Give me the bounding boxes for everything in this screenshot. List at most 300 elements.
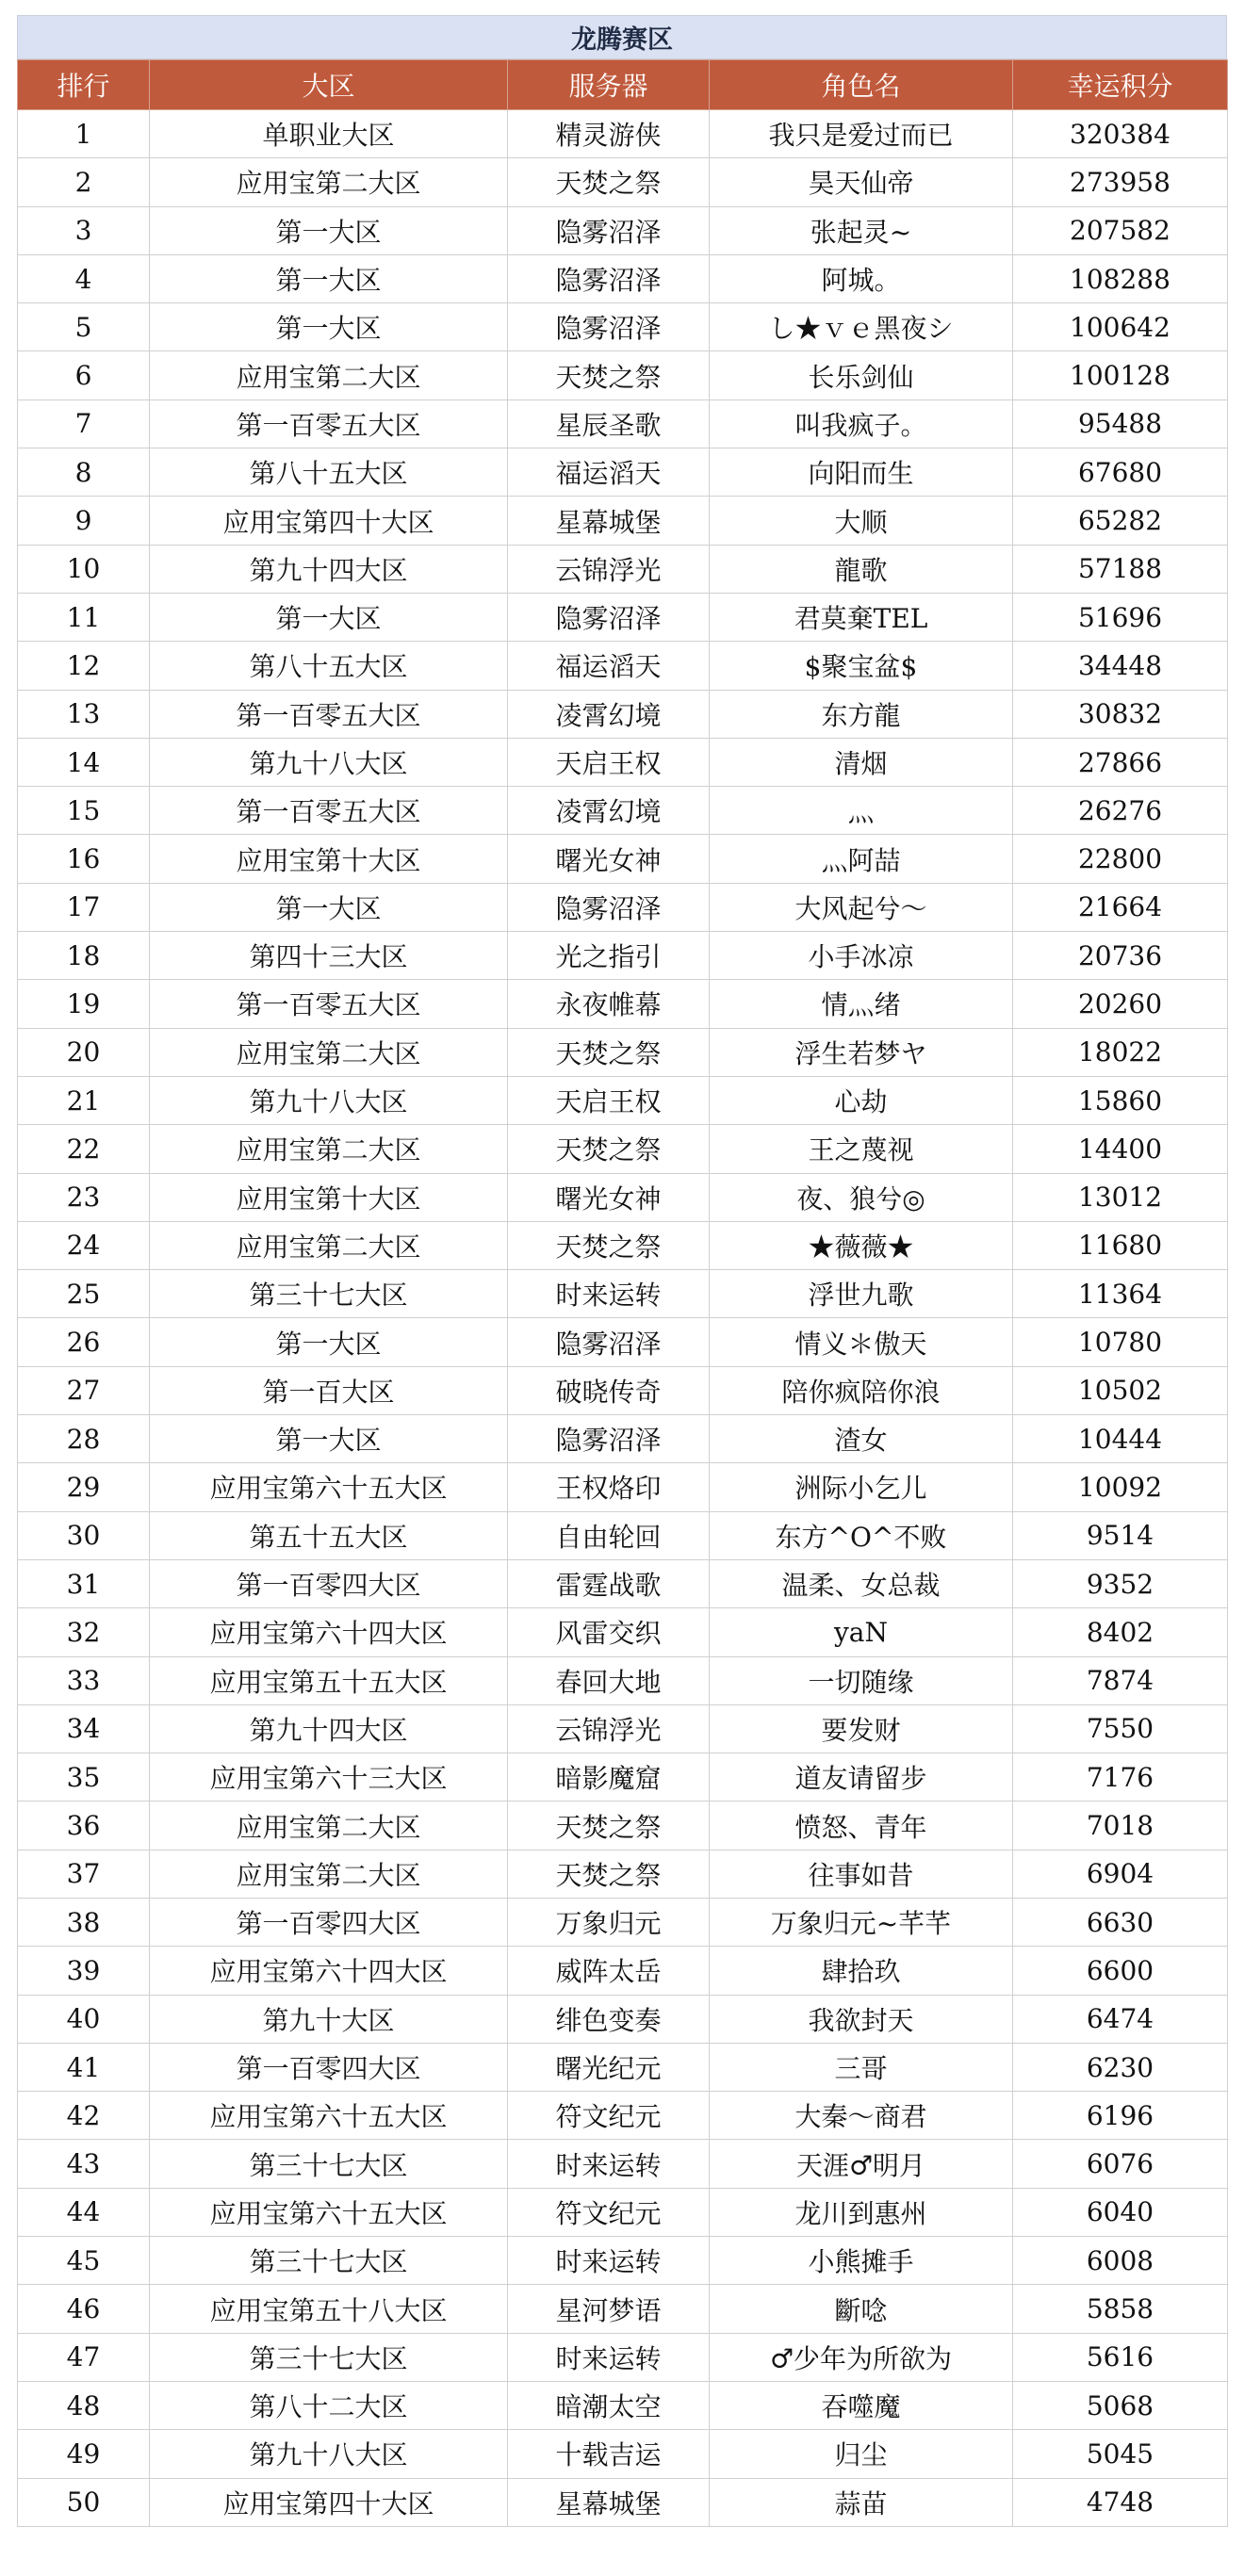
table-row <box>18 593 1228 641</box>
score-cell: 6474 <box>1013 1995 1228 2043</box>
character-cell: 大秦～商君 <box>710 2092 1013 2140</box>
character-cell: 蒜苗 <box>710 2478 1013 2526</box>
rank-cell: 33 <box>18 1656 150 1704</box>
character-cell: 我只是爱过而已 <box>710 110 1013 158</box>
region-cell: 应用宝第六十四大区 <box>150 1608 508 1656</box>
server-cell: 星辰圣歌 <box>508 399 710 448</box>
character-cell: 天涯♂明月 <box>710 2140 1013 2188</box>
table-row <box>18 1995 1228 2043</box>
table-row <box>18 1511 1228 1559</box>
server-cell: 万象归元 <box>508 1898 710 1946</box>
table-row <box>18 980 1228 1028</box>
table-row <box>18 835 1228 883</box>
character-cell: 浮生若梦ヤ <box>710 1028 1013 1076</box>
score-cell: 21664 <box>1013 883 1228 931</box>
table-row <box>18 2237 1228 2285</box>
region-cell: 第一百零四大区 <box>150 1559 508 1607</box>
rank-cell: 30 <box>18 1511 150 1559</box>
rank-cell: 28 <box>18 1415 150 1463</box>
table-row <box>18 158 1228 206</box>
server-cell: 隐雾沼泽 <box>508 254 710 302</box>
score-cell: 6904 <box>1013 1850 1228 1898</box>
rank-cell: 8 <box>18 448 150 497</box>
table-row <box>18 932 1228 980</box>
table-row <box>18 1366 1228 1414</box>
region-cell: 第一百零五大区 <box>150 980 508 1028</box>
character-cell: 大顺 <box>710 497 1013 545</box>
region-cell: 应用宝第六十五大区 <box>150 2092 508 2140</box>
header-rank: 排行 <box>18 60 150 110</box>
region-cell: 第九十四大区 <box>150 1704 508 1753</box>
region-cell: 第三十七大区 <box>150 2140 508 2188</box>
character-cell: 洲际小乞儿 <box>710 1463 1013 1511</box>
table-row <box>18 448 1228 497</box>
server-cell: 凌霄幻境 <box>508 787 710 835</box>
table-row <box>18 642 1228 690</box>
region-cell: 第一大区 <box>150 593 508 641</box>
character-cell: 叫我疯子。 <box>710 399 1013 448</box>
character-cell: 龍歌 <box>710 545 1013 593</box>
region-cell: 第五十五大区 <box>150 1511 508 1559</box>
character-cell: 愤怒、青年 <box>710 1802 1013 1850</box>
server-cell: 云锦浮光 <box>508 545 710 593</box>
character-cell: 小手冰凉 <box>710 932 1013 980</box>
server-cell: 永夜帷幕 <box>508 980 710 1028</box>
character-cell: 小熊摊手 <box>710 2237 1013 2285</box>
region-cell: 第九十八大区 <box>150 2430 508 2478</box>
ranking-table <box>17 59 1228 2527</box>
server-cell: 暗影魔窟 <box>508 1753 710 1802</box>
table-row <box>18 2381 1228 2429</box>
server-cell: 云锦浮光 <box>508 1704 710 1753</box>
character-cell: 道友请留步 <box>710 1753 1013 1802</box>
table-row <box>18 1656 1228 1704</box>
server-cell: 威阵太岳 <box>508 1947 710 1995</box>
region-cell: 第三十七大区 <box>150 1270 508 1318</box>
table-row <box>18 2285 1228 2333</box>
rank-cell: 1 <box>18 110 150 158</box>
score-cell: 9352 <box>1013 1559 1228 1607</box>
region-cell: 第一百零四大区 <box>150 1898 508 1946</box>
region-cell: 应用宝第十大区 <box>150 1173 508 1221</box>
table-row <box>18 1947 1228 1995</box>
character-cell: 我欲封天 <box>710 1995 1013 2043</box>
score-cell: 4748 <box>1013 2478 1228 2526</box>
table-row <box>18 1753 1228 1802</box>
rank-cell: 32 <box>18 1608 150 1656</box>
server-cell: 天焚之祭 <box>508 1221 710 1269</box>
score-cell: 100642 <box>1013 303 1228 351</box>
character-cell: 斷唸 <box>710 2285 1013 2333</box>
region-cell: 第一大区 <box>150 303 508 351</box>
rank-cell: 41 <box>18 2043 150 2091</box>
server-cell: 天焚之祭 <box>508 1802 710 1850</box>
rank-cell: 19 <box>18 980 150 1028</box>
character-cell: 灬 <box>710 787 1013 835</box>
server-cell: 时来运转 <box>508 2140 710 2188</box>
score-cell: 34448 <box>1013 642 1228 690</box>
server-cell: 春回大地 <box>508 1656 710 1704</box>
server-cell: 天启王权 <box>508 1076 710 1124</box>
region-cell: 应用宝第二大区 <box>150 1125 508 1173</box>
rank-cell: 6 <box>18 351 150 399</box>
table-row <box>18 1559 1228 1607</box>
server-cell: 十载吉运 <box>508 2430 710 2478</box>
table-row <box>18 1704 1228 1753</box>
character-cell: 昊天仙帝 <box>710 158 1013 206</box>
table-row <box>18 497 1228 545</box>
rank-cell: 12 <box>18 642 150 690</box>
rank-cell: 7 <box>18 399 150 448</box>
region-cell: 应用宝第二大区 <box>150 158 508 206</box>
character-cell: 吞噬魔 <box>710 2381 1013 2429</box>
rank-cell: 48 <box>18 2381 150 2429</box>
score-cell: 9514 <box>1013 1511 1228 1559</box>
table-row <box>18 1802 1228 1850</box>
score-cell: 11680 <box>1013 1221 1228 1269</box>
table-row <box>18 545 1228 593</box>
server-cell: 雷霆战歌 <box>508 1559 710 1607</box>
character-cell: 三哥 <box>710 2043 1013 2091</box>
character-cell: ♂少年为所欲为 <box>710 2333 1013 2381</box>
score-cell: 10502 <box>1013 1366 1228 1414</box>
score-cell: 7874 <box>1013 1656 1228 1704</box>
table-row <box>18 2333 1228 2381</box>
server-cell: 天焚之祭 <box>508 1125 710 1173</box>
rank-cell: 10 <box>18 545 150 593</box>
rank-cell: 24 <box>18 1221 150 1269</box>
character-cell: ★薇薇★ <box>710 1221 1013 1269</box>
rank-cell: 45 <box>18 2237 150 2285</box>
character-cell: 要发财 <box>710 1704 1013 1753</box>
rank-cell: 34 <box>18 1704 150 1753</box>
region-cell: 第一大区 <box>150 254 508 302</box>
score-cell: 5616 <box>1013 2333 1228 2381</box>
region-cell: 应用宝第五十五大区 <box>150 1656 508 1704</box>
region-cell: 应用宝第六十五大区 <box>150 2188 508 2236</box>
server-cell: 曙光女神 <box>508 835 710 883</box>
region-cell: 应用宝第十大区 <box>150 835 508 883</box>
table-row <box>18 303 1228 351</box>
score-cell: 5045 <box>1013 2430 1228 2478</box>
rank-cell: 16 <box>18 835 150 883</box>
character-cell: 心劫 <box>710 1076 1013 1124</box>
score-cell: 6196 <box>1013 2092 1228 2140</box>
table-row <box>18 2043 1228 2091</box>
region-cell: 第一大区 <box>150 206 508 254</box>
header-server: 服务器 <box>508 60 710 110</box>
score-cell: 14400 <box>1013 1125 1228 1173</box>
region-cell: 单职业大区 <box>150 110 508 158</box>
region-cell: 第八十五大区 <box>150 642 508 690</box>
score-cell: 65282 <box>1013 497 1228 545</box>
score-cell: 6076 <box>1013 2140 1228 2188</box>
region-cell: 第一百大区 <box>150 1366 508 1414</box>
character-cell: 阿城。 <box>710 254 1013 302</box>
character-cell: 陪你疯陪你浪 <box>710 1366 1013 1414</box>
server-cell: 星幕城堡 <box>508 2478 710 2526</box>
rank-cell: 25 <box>18 1270 150 1318</box>
server-cell: 王权烙印 <box>508 1463 710 1511</box>
region-cell: 第一百零五大区 <box>150 787 508 835</box>
character-cell: 龙川到惠州 <box>710 2188 1013 2236</box>
table-row <box>18 1850 1228 1898</box>
score-cell: 18022 <box>1013 1028 1228 1076</box>
region-cell: 第一大区 <box>150 1318 508 1366</box>
server-cell: 隐雾沼泽 <box>508 883 710 931</box>
character-cell: 肆拾玖 <box>710 1947 1013 1995</box>
score-cell: 10092 <box>1013 1463 1228 1511</box>
server-cell: 隐雾沼泽 <box>508 206 710 254</box>
region-cell: 第八十五大区 <box>150 448 508 497</box>
server-cell: 时来运转 <box>508 2237 710 2285</box>
score-cell: 6040 <box>1013 2188 1228 2236</box>
region-cell: 应用宝第二大区 <box>150 351 508 399</box>
score-cell: 30832 <box>1013 690 1228 738</box>
character-cell: 夜、狼兮◎ <box>710 1173 1013 1221</box>
table-body <box>18 110 1228 2527</box>
table-row <box>18 1076 1228 1124</box>
rank-cell: 23 <box>18 1173 150 1221</box>
table-row <box>18 883 1228 931</box>
character-cell: 东方^O^不败 <box>710 1511 1013 1559</box>
server-cell: 时来运转 <box>508 2333 710 2381</box>
table-row <box>18 2092 1228 2140</box>
character-cell: し★ｖｅ黑夜シ <box>710 303 1013 351</box>
score-cell: 7018 <box>1013 1802 1228 1850</box>
region-cell: 应用宝第四十大区 <box>150 497 508 545</box>
server-cell: 隐雾沼泽 <box>508 593 710 641</box>
table-row <box>18 1318 1228 1366</box>
region-cell: 第一大区 <box>150 883 508 931</box>
server-cell: 天焚之祭 <box>508 1028 710 1076</box>
score-cell: 100128 <box>1013 351 1228 399</box>
table-row <box>18 206 1228 254</box>
table-row <box>18 1463 1228 1511</box>
score-cell: 7550 <box>1013 1704 1228 1753</box>
score-cell: 320384 <box>1013 110 1228 158</box>
server-cell: 风雷交织 <box>508 1608 710 1656</box>
table-row <box>18 1415 1228 1463</box>
score-cell: 273958 <box>1013 158 1228 206</box>
score-cell: 7176 <box>1013 1753 1228 1802</box>
score-cell: 15860 <box>1013 1076 1228 1124</box>
score-cell: 20736 <box>1013 932 1228 980</box>
region-cell: 第一百零五大区 <box>150 399 508 448</box>
rank-cell: 2 <box>18 158 150 206</box>
score-cell: 27866 <box>1013 738 1228 786</box>
rank-cell: 47 <box>18 2333 150 2381</box>
server-cell: 天启王权 <box>508 738 710 786</box>
server-cell: 绯色变奏 <box>508 1995 710 2043</box>
header-region: 大区 <box>150 60 508 110</box>
character-cell: 浮世九歌 <box>710 1270 1013 1318</box>
character-cell: 王之蔑视 <box>710 1125 1013 1173</box>
rank-cell: 42 <box>18 2092 150 2140</box>
character-cell: 归尘 <box>710 2430 1013 2478</box>
server-cell: 天焚之祭 <box>508 158 710 206</box>
rank-cell: 29 <box>18 1463 150 1511</box>
server-cell: 曙光女神 <box>508 1173 710 1221</box>
header-score: 幸运积分 <box>1013 60 1228 110</box>
character-cell: 情义＊傲天 <box>710 1318 1013 1366</box>
score-cell: 95488 <box>1013 399 1228 448</box>
rank-cell: 14 <box>18 738 150 786</box>
score-cell: 6008 <box>1013 2237 1228 2285</box>
score-cell: 22800 <box>1013 835 1228 883</box>
table-row <box>18 787 1228 835</box>
table-row <box>18 2478 1228 2526</box>
leaderboard <box>17 15 1227 2527</box>
region-cell: 第三十七大区 <box>150 2333 508 2381</box>
rank-cell: 38 <box>18 1898 150 1946</box>
score-cell: 20260 <box>1013 980 1228 1028</box>
table-row <box>18 110 1228 158</box>
table-row <box>18 738 1228 786</box>
region-cell: 第四十三大区 <box>150 932 508 980</box>
server-cell: 光之指引 <box>508 932 710 980</box>
region-cell: 应用宝第二大区 <box>150 1850 508 1898</box>
server-cell: 凌霄幻境 <box>508 690 710 738</box>
region-cell: 应用宝第二大区 <box>150 1802 508 1850</box>
region-cell: 应用宝第二大区 <box>150 1221 508 1269</box>
table-row <box>18 1898 1228 1946</box>
server-cell: 符文纪元 <box>508 2188 710 2236</box>
rank-cell: 36 <box>18 1802 150 1850</box>
rank-cell: 9 <box>18 497 150 545</box>
header-character: 角色名 <box>710 60 1013 110</box>
character-cell: 情灬绪 <box>710 980 1013 1028</box>
server-cell: 福运滔天 <box>508 448 710 497</box>
server-cell: 隐雾沼泽 <box>508 1318 710 1366</box>
server-cell: 天焚之祭 <box>508 1850 710 1898</box>
server-cell: 隐雾沼泽 <box>508 303 710 351</box>
server-cell: 天焚之祭 <box>508 351 710 399</box>
region-cell: 应用宝第六十四大区 <box>150 1947 508 1995</box>
server-cell: 星河梦语 <box>508 2285 710 2333</box>
rank-cell: 31 <box>18 1559 150 1607</box>
rank-cell: 27 <box>18 1366 150 1414</box>
region-cell: 第三十七大区 <box>150 2237 508 2285</box>
character-cell: 温柔、女总裁 <box>710 1559 1013 1607</box>
region-cell: 应用宝第六十三大区 <box>150 1753 508 1802</box>
score-cell: 51696 <box>1013 593 1228 641</box>
server-cell: 时来运转 <box>508 1270 710 1318</box>
region-cell: 第一大区 <box>150 1415 508 1463</box>
score-cell: 6630 <box>1013 1898 1228 1946</box>
server-cell: 曙光纪元 <box>508 2043 710 2091</box>
table-row <box>18 1028 1228 1076</box>
rank-cell: 18 <box>18 932 150 980</box>
score-cell: 10780 <box>1013 1318 1228 1366</box>
table-row <box>18 690 1228 738</box>
rank-cell: 39 <box>18 1947 150 1995</box>
score-cell: 11364 <box>1013 1270 1228 1318</box>
character-cell: 东方龍 <box>710 690 1013 738</box>
region-cell: 应用宝第六十五大区 <box>150 1463 508 1511</box>
rank-cell: 17 <box>18 883 150 931</box>
region-cell: 应用宝第二大区 <box>150 1028 508 1076</box>
region-cell: 第一百零四大区 <box>150 2043 508 2091</box>
rank-cell: 20 <box>18 1028 150 1076</box>
server-cell: 暗潮太空 <box>508 2381 710 2429</box>
table-row <box>18 254 1228 302</box>
rank-cell: 35 <box>18 1753 150 1802</box>
server-cell: 破晓传奇 <box>508 1366 710 1414</box>
rank-cell: 13 <box>18 690 150 738</box>
character-cell: 君莫棄TEL <box>710 593 1013 641</box>
table-row <box>18 1270 1228 1318</box>
region-cell: 第九十八大区 <box>150 738 508 786</box>
header-row <box>18 60 1228 110</box>
rank-cell: 26 <box>18 1318 150 1366</box>
character-cell: 一切随缘 <box>710 1656 1013 1704</box>
table-row <box>18 1221 1228 1269</box>
table-row <box>18 2430 1228 2478</box>
score-cell: 6230 <box>1013 2043 1228 2091</box>
region-cell: 第一百零五大区 <box>150 690 508 738</box>
region-cell: 第九十八大区 <box>150 1076 508 1124</box>
score-cell: 13012 <box>1013 1173 1228 1221</box>
character-cell: 大风起兮～ <box>710 883 1013 931</box>
rank-cell: 40 <box>18 1995 150 2043</box>
character-cell: 渣女 <box>710 1415 1013 1463</box>
rank-cell: 50 <box>18 2478 150 2526</box>
table-title: 龙腾赛区 <box>17 15 1227 59</box>
rank-cell: 21 <box>18 1076 150 1124</box>
server-cell: 精灵游侠 <box>508 110 710 158</box>
server-cell: 星幕城堡 <box>508 497 710 545</box>
table-row <box>18 1608 1228 1656</box>
character-cell: 灬阿喆 <box>710 835 1013 883</box>
table-row <box>18 1173 1228 1221</box>
server-cell: 福运滔天 <box>508 642 710 690</box>
character-cell: 张起灵~ <box>710 206 1013 254</box>
region-cell: 应用宝第五十八大区 <box>150 2285 508 2333</box>
rank-cell: 11 <box>18 593 150 641</box>
server-cell: 隐雾沼泽 <box>508 1415 710 1463</box>
rank-cell: 3 <box>18 206 150 254</box>
region-cell: 第九十大区 <box>150 1995 508 2043</box>
server-cell: 符文纪元 <box>508 2092 710 2140</box>
character-cell: 清烟 <box>710 738 1013 786</box>
character-cell: 往事如昔 <box>710 1850 1013 1898</box>
table-row <box>18 1125 1228 1173</box>
rank-cell: 43 <box>18 2140 150 2188</box>
score-cell: 5068 <box>1013 2381 1228 2429</box>
region-cell: 应用宝第四十大区 <box>150 2478 508 2526</box>
character-cell: 长乐剑仙 <box>710 351 1013 399</box>
table-row <box>18 399 1228 448</box>
character-cell: 向阳而生 <box>710 448 1013 497</box>
character-cell: $聚宝盆$ <box>710 642 1013 690</box>
score-cell: 10444 <box>1013 1415 1228 1463</box>
character-cell: 万象归元~芊芊 <box>710 1898 1013 1946</box>
score-cell: 26276 <box>1013 787 1228 835</box>
score-cell: 207582 <box>1013 206 1228 254</box>
rank-cell: 22 <box>18 1125 150 1173</box>
rank-cell: 49 <box>18 2430 150 2478</box>
region-cell: 第九十四大区 <box>150 545 508 593</box>
table-row <box>18 351 1228 399</box>
table-row <box>18 2188 1228 2236</box>
score-cell: 67680 <box>1013 448 1228 497</box>
region-cell: 第八十二大区 <box>150 2381 508 2429</box>
score-cell: 108288 <box>1013 254 1228 302</box>
score-cell: 6600 <box>1013 1947 1228 1995</box>
score-cell: 8402 <box>1013 1608 1228 1656</box>
rank-cell: 5 <box>18 303 150 351</box>
